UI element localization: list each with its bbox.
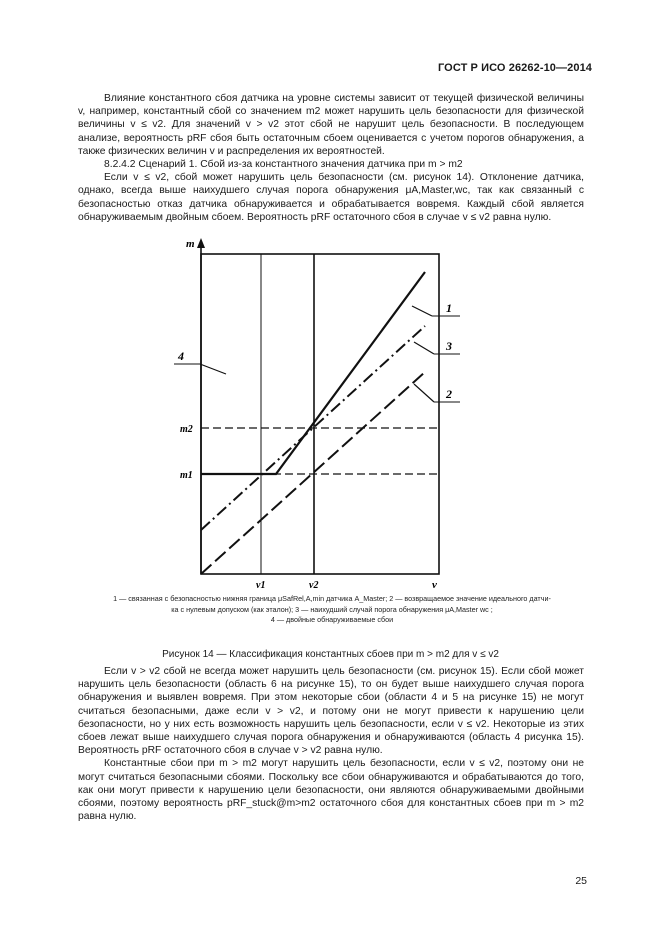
section-heading: 8.2.4.2 Сценарий 1. Сбой из-за константного значения датчика при m > m2 <box>104 159 463 171</box>
page-number: 25 <box>575 875 587 887</box>
body-paragraph-2: Константные сбои при m > m2 могут нарушить цель безопасности, если v ≤ v2, поэтому они не могут считаться безопасными сбоями. Поскольку все сбои обнаруживаются и обрабатываются до того, как они могут привести к нарушению цели безопасности, они являются обнаруживаемыми двойными сбоями, поэтому вероятность pRF_stuck@m>m2 остаточного сбоя для константных сбоев при m > m2 равна нулю. <box>78 758 584 823</box>
axis-y-label: m <box>186 238 195 250</box>
intro-paragraph-1: Влияние константного сбоя датчика на уровне системы зависит от текущей физической величины v, например, константный сбой со значением m2 может нарушить цель безопасности для физической величины v ≤ v2. Для значений v > v2 этот сбой не нарушит цель безопасности. В последующем анализе, вероятность pRF сбоя быть остаточным сбоем оценивается с учетом порогов обнаружения, а также физических величин v и распределения их вероятностей. <box>78 93 584 157</box>
body-text <box>78 665 584 823</box>
document-header: ГОСТ Р ИСО 26262-10—2014 <box>437 62 592 74</box>
tick-v2: v2 <box>309 580 319 591</box>
tick-m2: m2 <box>180 424 193 435</box>
figure-caption: Рисунок 14 — Классификация константных сбоев при m > m2 для v ≤ v2 <box>162 649 499 660</box>
tick-m1: m1 <box>180 470 193 481</box>
legend-line-3: 4 — двойные обнаруживаемые сбои <box>270 615 394 624</box>
tick-v1: v1 <box>256 580 266 591</box>
axis-x-label: v <box>432 579 437 591</box>
legend-line-2: ка с нулевым допуском (как эталон); 3 — наихудший случай порога обнаружения μA,Master wc ; <box>171 604 493 614</box>
intro-text <box>78 92 584 224</box>
callout-2: 2 <box>446 387 452 401</box>
callout-1: 1 <box>446 301 452 315</box>
intro-paragraph-2: Если v ≤ v2, сбой может нарушить цель безопасности (см. рисунок 14). Отклонение датчика, однако, всегда выше наихудшего случая порога обнаружения μA,Master,wc, так как связанный с безопасностью отказ датчика обнаруживается и обрабатывается вовремя. Каждый сбой является обнаруживаемым двойным сбоем. Вероятность pRF остаточного сбоя в случае v ≤ v2 равна нулю. <box>78 172 584 223</box>
body-paragraph-1: Если v > v2 сбой не всегда может нарушить цель безопасности (см. рисунок 15). Если сбой может нарушить цель безопасности (область 6 на рисунке 15), то он будет выше наихудшего случая порога обнаружения и выявлен вовремя. При этом некоторые сбои (области 4 и 5 на рисунке 15) не могут считаться безопасными, даже если v > v2, и потому они не могут привести к нарушению цели безопасности, но у них есть возможность нарушить цель безопасности, если v ≤ v2. Некоторые из этих сбоев лежат выше наихудшего случая порога обнаружения и обнаруживаются (область 4 рисунка 15). Вероятность pRF остаточного сбоя в случае v > v2 равна нулю. <box>78 666 584 757</box>
figure-14-diagram <box>160 236 460 596</box>
callout-4: 4 <box>178 349 184 363</box>
legend-line-1: 1 — связанная с безопасностью нижняя граница μSafRel,A,min датчика A_Master; 2 — возвращаемое значение идеального датчи- <box>113 594 551 603</box>
callout-3: 3 <box>446 339 452 353</box>
figure-legend <box>52 594 612 626</box>
